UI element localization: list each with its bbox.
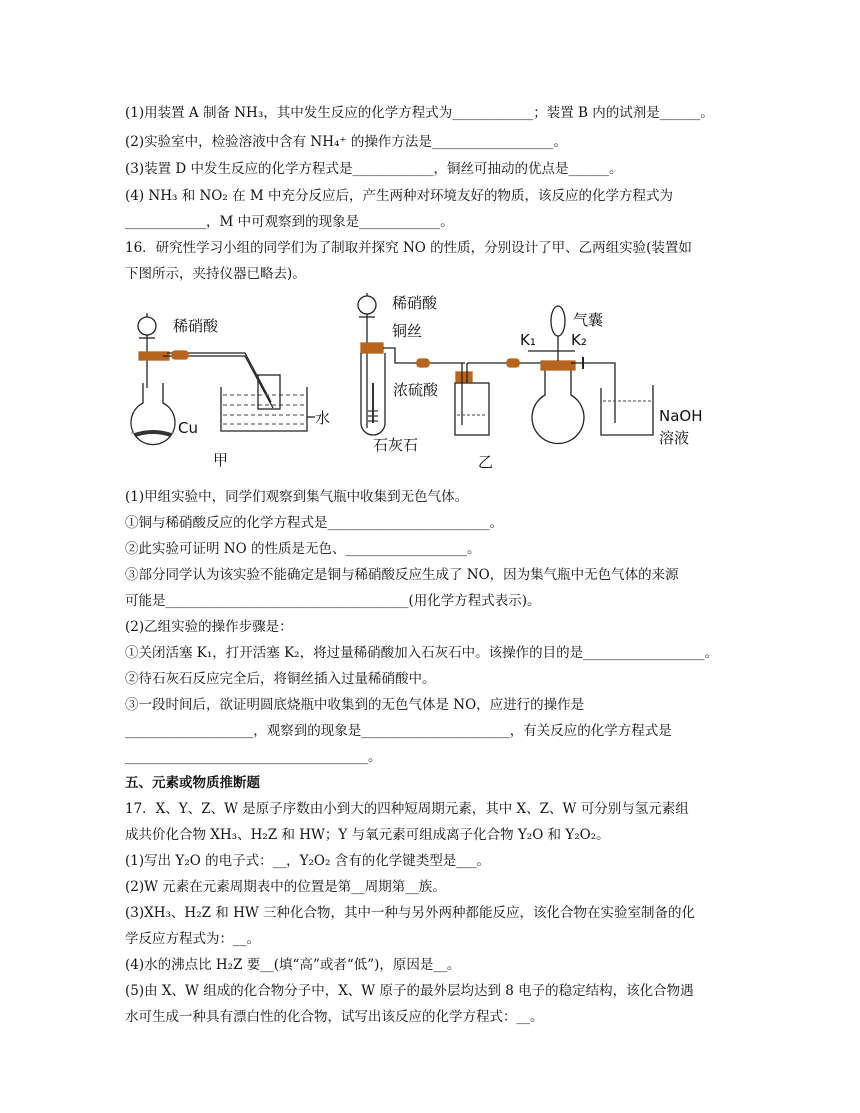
label-copper-wire: 铜丝 — [392, 322, 423, 340]
q17-part3-line2: 学反应方程式为：__。 — [125, 931, 260, 947]
q16-part2-b: ②待石灰石反应完全后，将铜丝插入过量稀硝酸中。 — [125, 671, 436, 687]
q15-part4-line2: ____________，M 中可观察到的现象是____________。 — [125, 214, 454, 230]
label-naoh: NaOH — [659, 407, 703, 425]
gas-jar-jia — [258, 375, 280, 409]
delivery-tube-jia — [163, 356, 273, 408]
label-acid-jia: 稀硝酸 — [173, 317, 219, 335]
label-water: 水 — [315, 409, 331, 427]
q16-part1-c-line1: ③部分同学认为该实验不能确定是铜与稀硝酸反应生成了 NO，因为集气瓶中无色气体的来源 — [125, 567, 679, 583]
q15-part3: (3)装置 D 中发生反应的化学方程式是____________，铜丝可抽动的优点是______。 — [125, 161, 623, 177]
apparatus-figure — [125, 283, 735, 478]
caption-jia: 甲 — [213, 451, 229, 469]
label-bladder: 气囊 — [573, 311, 604, 329]
q16-part1-b: ②此实验可证明 NO 的性质是无色、__________________。 — [125, 541, 481, 557]
q15-part4-line1: (4) NH₃ 和 NO₂ 在 M 中充分反应后，产生两种对环境友好的物质，该反应的化学方程式为 — [125, 188, 673, 204]
q16-part1: (1)甲组实验中，同学们观察到集气瓶中收集到无色气体。 — [125, 489, 469, 505]
q16-stem-line2: 下图所示，夹持仪器已略去)。 — [125, 266, 306, 282]
stopper-yi — [361, 343, 383, 353]
caption-yi: 乙 — [478, 453, 494, 471]
apparatus-diagram — [125, 283, 735, 478]
label-conc-sulfuric: 浓硫酸 — [393, 381, 439, 399]
q17-part1: (1)写出 Y₂O 的电子式：__，Y₂O₂ 含有的化学键类型是___。 — [125, 853, 490, 869]
gas-bladder — [551, 306, 565, 336]
q17-part5-line2: 水可生成一种具有漂白性的化合物，试写出该反应的化学方程式：__。 — [125, 1009, 544, 1025]
q16-part2: (2)乙组实验的操作步骤是： — [125, 619, 293, 635]
naoh-beaker — [601, 385, 653, 435]
q16-part2-c-line1: ③一段时间后，欲证明圆底烧瓶中收集到的无色气体是 NO，应进行的操作是 — [125, 697, 585, 713]
label-k2: K₂ — [571, 331, 587, 349]
drying-bottle — [455, 383, 489, 435]
funnel-bulb-jia — [138, 317, 156, 335]
q16-part1-a: ①铜与稀硝酸反应的化学方程式是________________________。 — [125, 515, 503, 531]
q16-stem-line1: 16．研究性学习小组的同学们为了制取并探究 NO 的性质，分别设计了甲、乙两组实验(装置如 — [125, 240, 692, 256]
q17-stem-line2: 成共价化合物 XH₃、H₂Z 和 HW；Y 与氧元素可组成离子化合物 Y₂O 和 Y₂O₂。 — [125, 827, 610, 843]
label-solution: 溶液 — [659, 429, 690, 447]
q17-stem-line1: 17．X、Y、Z、W 是原子序数由小到大的四种短周期元素，其中 X、Z、W 可分别与氢元素组 — [125, 801, 689, 817]
q16-part2-c-line2: ___________________，观察到的现象是______________________，有关反应的化学方程式是 — [125, 723, 672, 739]
label-acid-yi: 稀硝酸 — [392, 294, 438, 312]
q16-part1-c-line2: 可能是____________________________________(用化学方程式表示)。 — [125, 593, 541, 609]
q17-part3-line1: (3)XH₃、H₂Z 和 HW 三种化合物，其中一种与另外两种都能反应，该化合物在实验室制备的化 — [125, 905, 696, 921]
q16-part2-a: ①关闭活塞 K₁，打开活塞 K₂，将过量稀硝酸加入石灰石中。该操作的目的是__________________。 — [125, 645, 719, 661]
label-k1: K₁ — [520, 331, 536, 349]
label-limestone: 石灰石 — [373, 436, 419, 454]
q16-part2-c-line3: ____________________________________。 — [125, 749, 382, 765]
q17-part5-line1: (5)由 X、W 组成的化合物分子中，X、W 原子的最外层均达到 8 电子的稳定结构，该化合物遇 — [125, 983, 694, 999]
q15-part2: (2)实验室中，检验溶液中含有 NH₄⁺ 的操作方法是__________________。 — [125, 134, 567, 150]
section-heading: 五、元素或物质推断题 — [125, 775, 260, 791]
delivery-tube-yi — [571, 363, 615, 423]
q17-part4: (4)水的沸点比 H₂Z 要__(填“高”或者“低”)，原因是__。 — [125, 957, 461, 973]
round-flask-yi — [532, 368, 584, 444]
funnel-bulb-yi — [358, 296, 376, 314]
label-cu: Cu — [178, 419, 198, 437]
q17-part2: (2)W 元素在元素周期表中的位置是第__周期第__族。 — [125, 879, 446, 895]
q15-part1: (1)用装置 A 制备 NH₃，其中发生反应的化学方程式为____________；装置 B 内的试剂是______。 — [125, 105, 714, 121]
